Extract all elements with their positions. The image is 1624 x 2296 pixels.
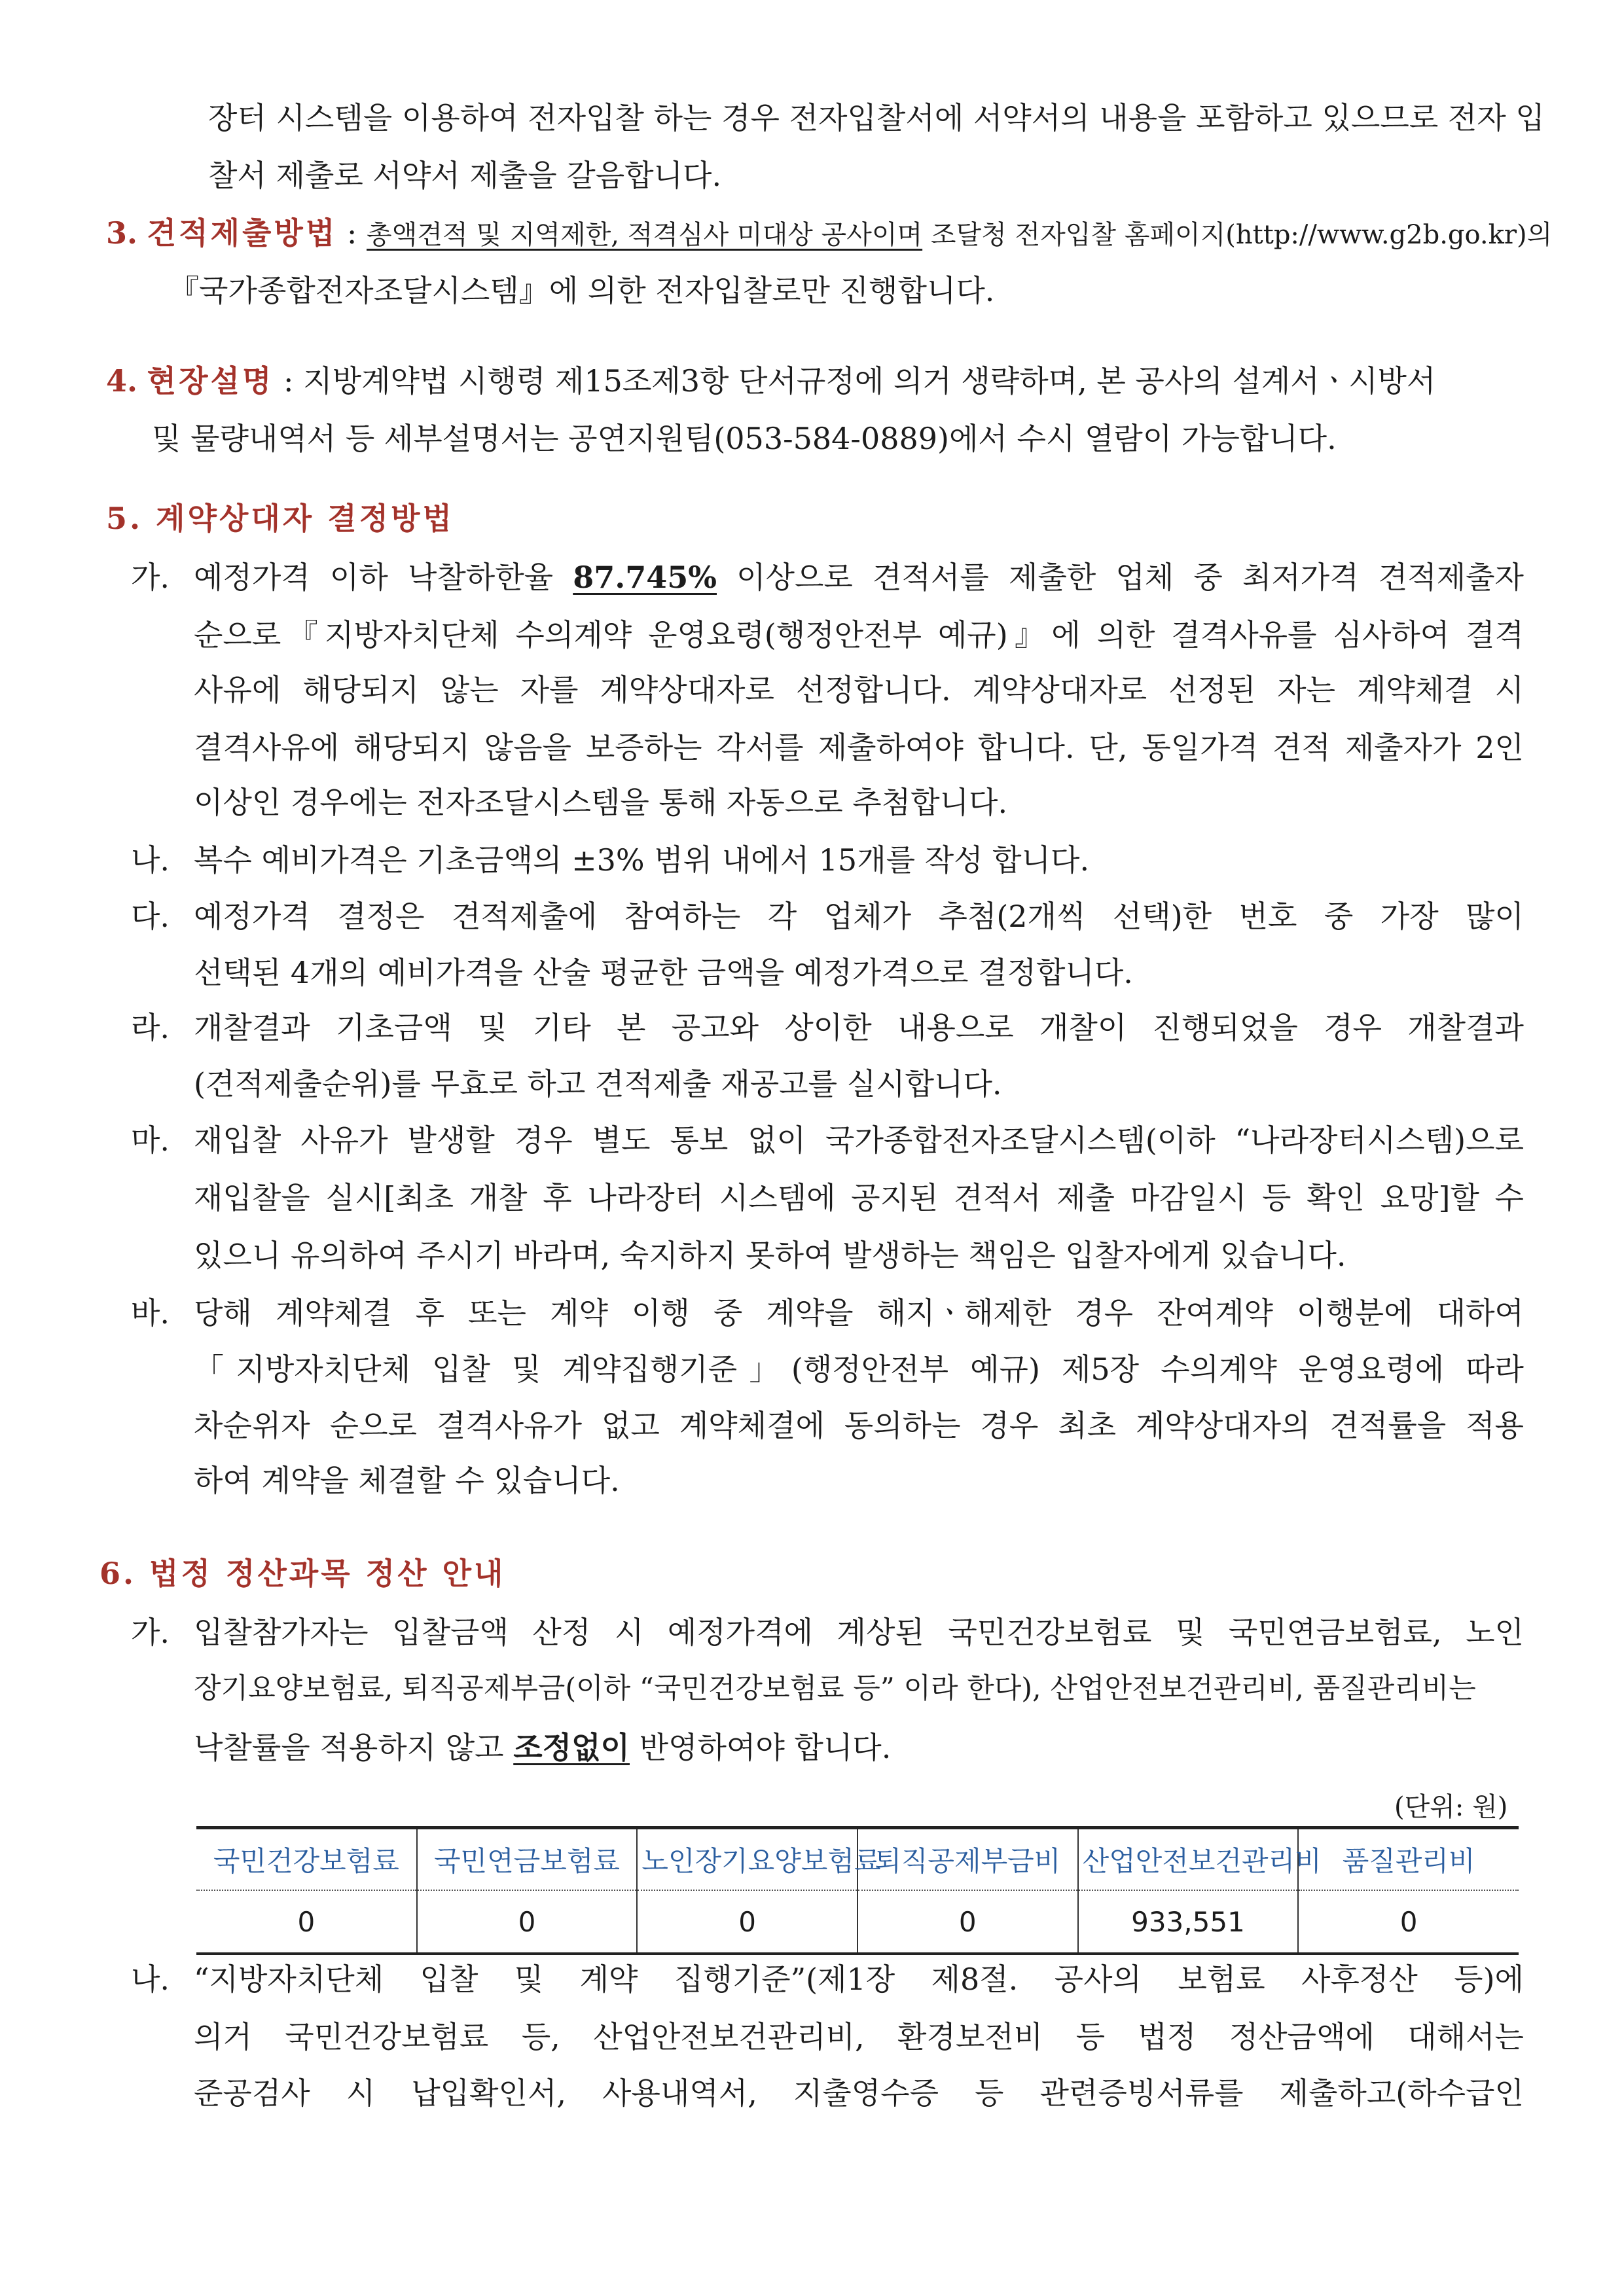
value-retirement-deduction: 0	[857, 1890, 1078, 1954]
section-5-c-line-1: 예정가격 결정은 견적제출에 참여하는 각 업체가 추첨(2개씩 선택)한 번호 중 가장 많이	[194, 899, 1524, 934]
section-5-a-line-5: 이상인 경우에는 전자조달시스템을 통해 자동으로 추첨합니다.	[194, 785, 1008, 820]
header-national-health-insurance: 국민건강보험료	[196, 1828, 417, 1891]
value-national-pension: 0	[417, 1890, 638, 1954]
value-quality-management-cost: 0	[1298, 1890, 1519, 1954]
section-5-e-marker: 마.	[131, 1122, 170, 1158]
section-3-underlined: 총액견적 및 지역제한, 적격심사 미대상 공사이며	[367, 220, 923, 250]
header-safety-health-cost: 산업안전보건관리비	[1078, 1828, 1299, 1891]
table-row	[196, 1890, 1519, 1954]
section-6-b-line-2: 의거 국민건강보험료 등, 산업안전보건관리비, 환경보전비 등 법정 정산금액에 대해서는	[194, 2019, 1524, 2054]
section-3-number: 3.	[106, 215, 138, 251]
section-6-a-line-1: 입찰참가자는 입찰금액 산정 시 예정가격에 계상된 국민건강보험료 및 국민연금보험료, 노인	[194, 1615, 1524, 1650]
section-5-f-line-1: 당해 계약체결 후 또는 계약 이행 중 계약을 해지ㆍ해제한 경우 잔여계약 이행분에 대하여	[194, 1295, 1524, 1331]
intro-line-1: 장터 시스템을 이용하여 전자입찰 하는 경우 전자입찰서에 서약서의 내용을 포함하고 있으므로 전자 입	[208, 100, 1545, 135]
section-6-b-marker: 나.	[131, 1962, 170, 1997]
section-6-a-marker: 가.	[131, 1615, 170, 1650]
section-5-a-line-3: 사유에 해당되지 않는 자를 계약상대자로 선정합니다. 계약상대자로 선정된 자는 계약체결 시	[194, 672, 1524, 708]
section-3-rest: 조달청 전자입찰 홈페이지(http://www.g2b.go.kr)의	[922, 220, 1553, 250]
section-6-a-line-2: 장기요양보험료, 퇴직공제부금(이하 “국민건강보험료 등” 이라 한다), 산업안전보건관리비, 품질관리비는	[194, 1672, 1476, 1705]
section-5-e-line-3: 있으니 유의하여 주시기 바라며, 숙지하지 못하여 발생하는 책임은 입찰자에게 있습니다.	[194, 1238, 1346, 1273]
section-5-a-marker: 가.	[131, 560, 170, 595]
section-4-number: 4.	[106, 363, 138, 399]
section-3-line-2: 『국가종합전자조달시스템』에 의한 전자입찰로만 진행합니다.	[169, 273, 995, 308]
section-5-c-line-2: 선택된 4개의 예비가격을 산술 평균한 금액을 예정가격으로 결정합니다.	[194, 955, 1133, 990]
section-5-f-line-4: 하여 계약을 체결할 수 있습니다.	[194, 1463, 620, 1498]
section-5-a-line-1-pre: 예정가격 이하 낙찰하한율	[194, 560, 573, 595]
section-5-a-line-1-post: 이상으로 견적서를 제출한 업체 중 최저가격 견적제출자	[716, 560, 1524, 595]
section-5-d-line-1: 개찰결과 기초금액 및 기타 본 공고와 상이한 내용으로 개찰이 진행되었을 경우 개찰결과	[194, 1010, 1524, 1045]
section-5-e-line-1: 재입찰 사유가 발생할 경우 별도 통보 없이 국가종합전자조달시스템(이하 “나라장터시스템)으로	[194, 1122, 1524, 1158]
section-6-heading: 6. 법정 정산과목 정산 안내	[99, 1556, 506, 1591]
section-5-f-line-2: 「지방자치단체 입찰 및 계약집행기준」(행정안전부 예규) 제5장 수의계약 운영요령에 따라	[194, 1352, 1524, 1387]
section-5-b-line-1: 복수 예비가격은 기초금액의 ±3% 범위 내에서 15개를 작성 합니다.	[194, 842, 1090, 878]
section-6-a-line-3	[194, 1728, 891, 1767]
section-4-text: : 지방계약법 시행령 제15조제3항 단서규정에 의거 생략하며, 본 공사의 설계서ㆍ시방서	[274, 363, 1436, 399]
table-header-row	[196, 1828, 1519, 1891]
no-adjustment-text: 조정없이	[513, 1730, 630, 1765]
section-6-b-line-1: “지방자치단체 입찰 및 계약 집행기준”(제1장 제8절. 공사의 보험료 사후정산 등)에	[194, 1962, 1524, 1997]
section-5-d-marker: 라.	[131, 1010, 170, 1045]
header-long-term-care-insurance: 노인장기요양보험료	[637, 1828, 857, 1891]
section-5-f-line-3: 차순위자 순으로 결격사유가 없고 계약체결에 동의하는 경우 최초 계약상대자의 견적률을 적용	[194, 1408, 1524, 1443]
section-3-separator: :	[337, 215, 367, 251]
section-5-c-marker: 다.	[131, 899, 170, 934]
section-3-line-1	[106, 213, 1552, 255]
value-national-health-insurance: 0	[196, 1890, 417, 1954]
header-national-pension: 국민연금보험료	[417, 1828, 638, 1891]
section-5-e-line-2: 재입찰을 실시[최초 개찰 후 나라장터 시스템에 공지된 견적서 제출 마감일시 등 확인 요망]할 수	[194, 1180, 1524, 1215]
unit-label: (단위: 원)	[1394, 1792, 1508, 1822]
section-6-a-line-3-pre: 낙찰률을 적용하지 않고	[194, 1730, 514, 1765]
section-6-b-line-3: 준공검사 시 납입확인서, 사용내역서, 지출영수증 등 관련증빙서류를 제출하고(하수급인	[194, 2075, 1524, 2111]
section-5-b-marker: 나.	[131, 842, 170, 878]
value-safety-health-cost: 933,551	[1078, 1890, 1299, 1954]
section-4-line-2: 및 물량내역서 등 세부설명서는 공연지원팀(053-584-0889)에서 수시 열람이 가능합니다.	[152, 421, 1337, 456]
section-5-f-marker: 바.	[131, 1295, 170, 1331]
section-4-title: 현장설명	[147, 363, 274, 399]
section-5-a-line-2: 순으로『지방자치단체 수의계약 운영요령(행정안전부 예규)』에 의한 결격사유를 심사하여 결격	[194, 617, 1524, 653]
section-5-a-line-4: 결격사유에 해당되지 않음을 보증하는 각서를 제출하여야 합니다. 단, 동일가격 견적 제출자가 2인	[194, 730, 1524, 765]
section-5-d-line-2: (견적제출순위)를 무효로 하고 견적제출 재공고를 실시합니다.	[194, 1066, 1002, 1102]
lowest-bid-rate: 87.745%	[573, 560, 717, 595]
section-5-a-line-1	[194, 558, 1524, 597]
intro-line-2: 찰서 제출로 서약서 제출을 갈음합니다.	[208, 158, 722, 193]
section-6-a-line-3-post: 반영하여야 합니다.	[629, 1730, 892, 1765]
header-retirement-deduction: 퇴직공제부금비	[857, 1828, 1078, 1891]
section-3-title: 견적제출방법	[147, 215, 338, 251]
value-long-term-care-insurance: 0	[637, 1890, 857, 1954]
header-quality-management-cost: 품질관리비	[1298, 1828, 1519, 1891]
section-4-line-1	[106, 361, 1435, 401]
settlement-fee-table	[196, 1826, 1519, 1955]
section-5-heading: 5. 계약상대자 결정방법	[106, 501, 454, 536]
